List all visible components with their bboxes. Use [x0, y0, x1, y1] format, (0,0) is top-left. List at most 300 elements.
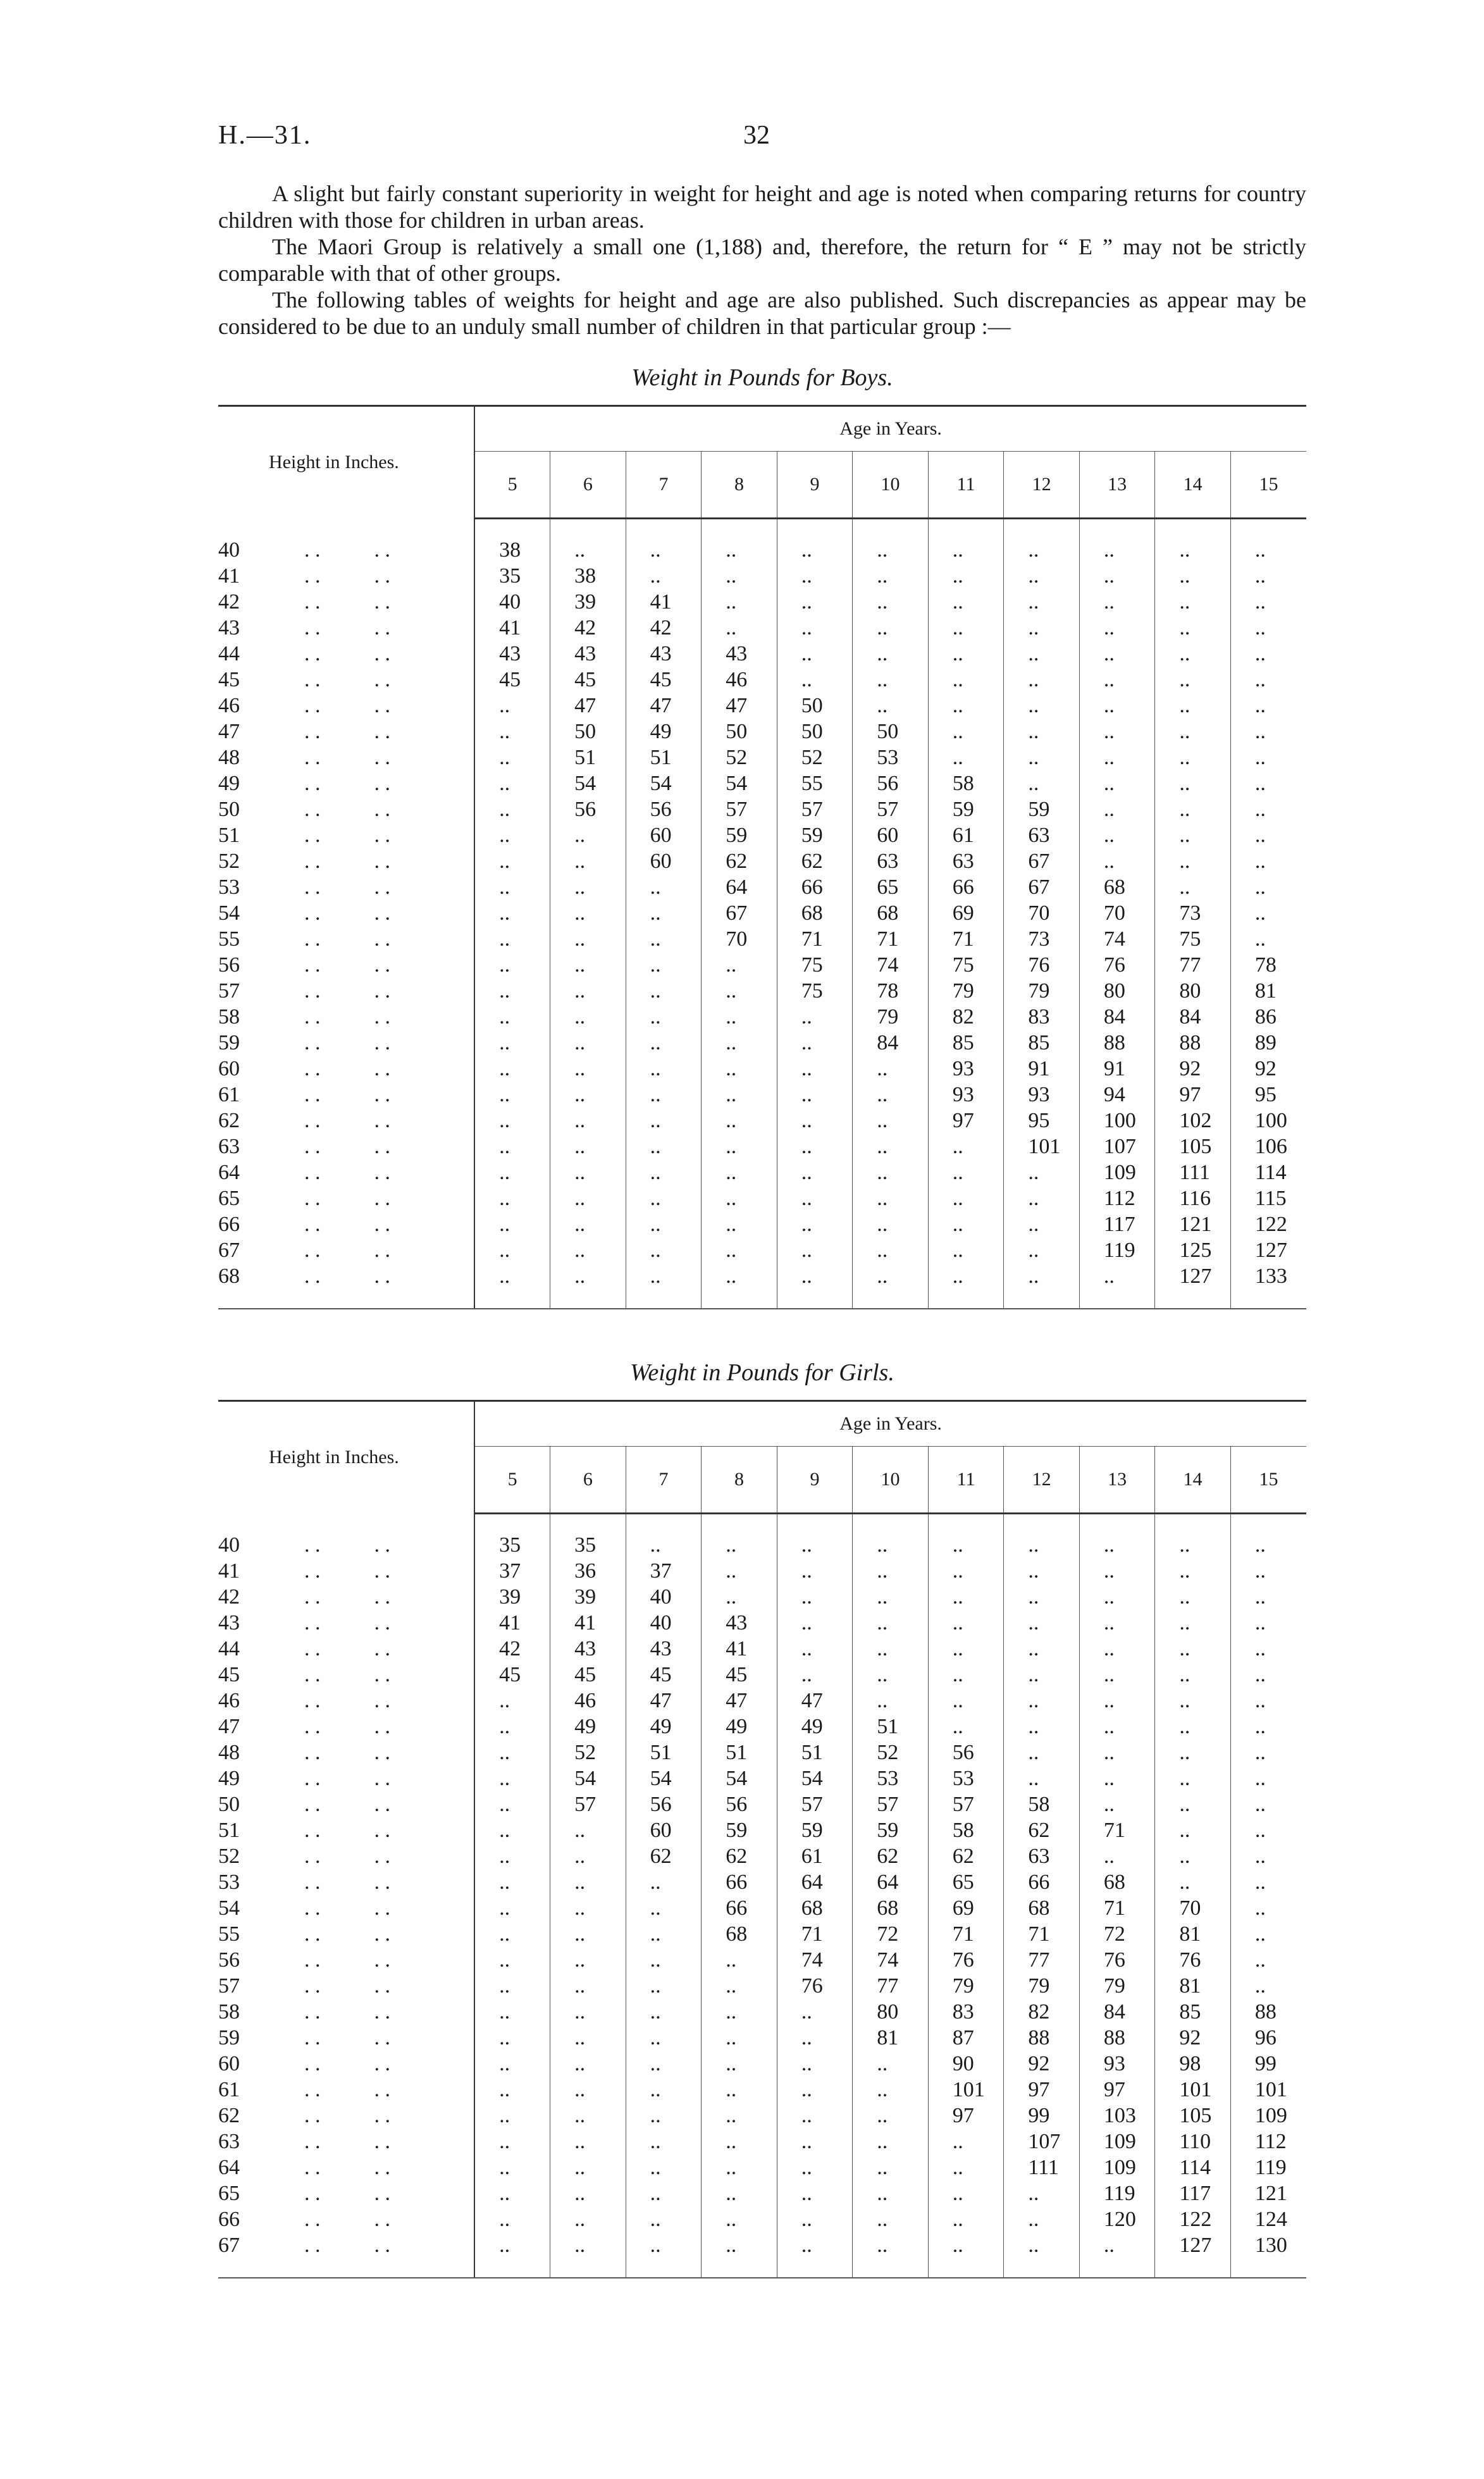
- weight-cell: 53: [853, 745, 929, 770]
- weight-cell: ..: [499, 1715, 510, 1738]
- weight-cell: 71: [853, 926, 929, 952]
- weight-cell: ..: [626, 1082, 702, 1108]
- weight-cell: ..: [777, 1610, 853, 1636]
- table-row: [218, 1584, 1306, 1610]
- weight-cell: 54: [626, 1765, 702, 1791]
- girls-weight-table: [218, 1400, 1306, 2278]
- weight-cell: ..: [777, 2180, 853, 2206]
- table-row: [218, 1869, 1306, 1895]
- weight-cell: 133: [1230, 1263, 1306, 1289]
- height-value: 42 . . . .: [218, 589, 474, 615]
- table-row: [218, 1817, 1306, 1843]
- weight-cell: 59: [928, 796, 1004, 822]
- height-value: 49 . . . .: [218, 1765, 474, 1791]
- weight-cell: ..: [1004, 745, 1080, 770]
- weight-cell: ..: [1004, 2232, 1080, 2258]
- weight-cell: 60: [853, 822, 929, 848]
- height-value: 63 . . . .: [218, 2129, 474, 2154]
- weight-cell: 50: [550, 719, 626, 745]
- weight-cell: ..: [499, 1264, 510, 1288]
- weight-cell: 63: [928, 848, 1004, 874]
- weight-cell: 110: [1155, 2129, 1231, 2154]
- weight-cell: 47: [702, 1688, 777, 1714]
- weight-cell: ..: [777, 615, 853, 641]
- weight-cell: ..: [777, 2051, 853, 2077]
- weight-cell: ..: [499, 2026, 510, 2049]
- weight-cell: 45: [626, 1662, 702, 1688]
- weight-cell: 71: [777, 1921, 853, 1947]
- weight-cell: ..: [499, 1793, 510, 1816]
- weight-cell: ..: [626, 1185, 702, 1211]
- table-row: [218, 1159, 1306, 1185]
- weight-cell: 107: [1079, 1134, 1155, 1159]
- weight-cell: ..: [702, 563, 777, 589]
- weight-cell: ..: [702, 1237, 777, 1263]
- weight-cell: ..: [702, 1973, 777, 1999]
- weight-cell: 46: [550, 1688, 626, 1714]
- height-value: 46 . . . .: [218, 1688, 474, 1714]
- table-row: [218, 1843, 1306, 1869]
- weight-cell: 56: [928, 1740, 1004, 1765]
- weight-cell: ..: [499, 1819, 510, 1842]
- weight-cell: ..: [499, 1974, 510, 1998]
- weight-cell: ..: [626, 1237, 702, 1263]
- weight-cell: ..: [928, 2180, 1004, 2206]
- weight-cell: ..: [1004, 589, 1080, 615]
- weight-cell: 122: [1155, 2206, 1231, 2232]
- weight-cell: ..: [928, 693, 1004, 719]
- weight-cell: ..: [777, 1636, 853, 1662]
- weight-cell: ..: [1230, 1636, 1306, 1662]
- weight-cell: ..: [702, 1082, 777, 1108]
- weight-cell: 99: [1004, 2103, 1080, 2129]
- weight-cell: ..: [1004, 1211, 1080, 1237]
- weight-cell: 64: [777, 1869, 853, 1895]
- weight-cell: ..: [626, 2103, 702, 2129]
- weight-cell: ..: [499, 824, 510, 847]
- weight-cell: 88: [1004, 2025, 1080, 2051]
- table-row: [218, 1662, 1306, 1688]
- weight-cell: ..: [499, 694, 510, 717]
- weight-cell: 98: [1155, 2051, 1231, 2077]
- height-value: 66 . . . .: [218, 2206, 474, 2232]
- weight-cell: ..: [702, 1108, 777, 1134]
- weight-cell: 43: [550, 641, 626, 667]
- weight-cell: 109: [1230, 2103, 1306, 2129]
- weight-cell: 97: [928, 1108, 1004, 1134]
- weight-cell: 74: [777, 1947, 853, 1973]
- weight-cell: 62: [928, 1843, 1004, 1869]
- weight-cell: ..: [1079, 1532, 1155, 1558]
- weight-cell: ..: [777, 1082, 853, 1108]
- girls-table-title: Weight in Pounds for Girls.: [630, 1359, 894, 1386]
- weight-cell: ..: [777, 2232, 853, 2258]
- weight-cell: 61: [928, 822, 1004, 848]
- weight-cell: ..: [702, 1532, 777, 1558]
- weight-cell: ..: [626, 1108, 702, 1134]
- weight-cell: ..: [1155, 1740, 1231, 1765]
- age-header: 15: [1230, 1447, 1306, 1514]
- weight-cell: ..: [1230, 770, 1306, 796]
- weight-cell: 85: [1155, 1999, 1231, 2025]
- table-row: [218, 874, 1306, 900]
- weight-cell: ..: [1230, 1765, 1306, 1791]
- weight-cell: 45: [626, 667, 702, 693]
- weight-cell: ..: [928, 641, 1004, 667]
- weight-cell: 90: [928, 2051, 1004, 2077]
- weight-cell: ..: [853, 2154, 929, 2180]
- weight-cell: ..: [1230, 1921, 1306, 1947]
- weight-cell: 50: [777, 719, 853, 745]
- table-row: [218, 1263, 1306, 1289]
- table-row: [218, 1211, 1306, 1237]
- table-row: [218, 1791, 1306, 1817]
- weight-cell: ..: [626, 900, 702, 926]
- weight-cell: ..: [1155, 1765, 1231, 1791]
- height-value: 56 . . . .: [218, 952, 474, 978]
- weight-cell: ..: [777, 1185, 853, 1211]
- weight-cell: ..: [1004, 1263, 1080, 1289]
- weight-cell: ..: [928, 2232, 1004, 2258]
- weight-cell: 75: [928, 952, 1004, 978]
- weight-cell: ..: [499, 1948, 510, 1972]
- weight-cell: ..: [702, 2180, 777, 2206]
- weight-cell: ..: [1230, 693, 1306, 719]
- height-value: 41 . . . .: [218, 563, 474, 589]
- weight-cell: ..: [1230, 1791, 1306, 1817]
- weight-cell: 57: [928, 1791, 1004, 1817]
- table-row: [218, 1532, 1306, 1558]
- weight-cell: 54: [550, 1765, 626, 1791]
- weight-cell: 82: [1004, 1999, 1080, 2025]
- weight-cell: 41: [626, 589, 702, 615]
- weight-cell: 71: [1079, 1817, 1155, 1843]
- age-header: 9: [777, 1447, 853, 1514]
- height-value: 63 . . . .: [218, 1134, 474, 1159]
- weight-cell: ..: [1155, 770, 1231, 796]
- weight-cell: ..: [499, 772, 510, 795]
- weight-cell: ..: [499, 720, 510, 743]
- weight-cell: 81: [1155, 1921, 1231, 1947]
- weight-cell: 42: [499, 1637, 521, 1660]
- weight-cell: 56: [702, 1791, 777, 1817]
- weight-cell: 67: [702, 900, 777, 926]
- weight-cell: 62: [777, 848, 853, 874]
- weight-cell: 57: [777, 1791, 853, 1817]
- height-value: 62 . . . .: [218, 2103, 474, 2129]
- weight-cell: ..: [1079, 848, 1155, 874]
- weight-cell: ..: [702, 978, 777, 1004]
- weight-cell: ..: [626, 1134, 702, 1159]
- weight-cell: 65: [853, 874, 929, 900]
- table-row: [218, 745, 1306, 770]
- age-header: 7: [626, 1447, 702, 1514]
- weight-cell: ..: [777, 2129, 853, 2154]
- weight-cell: 75: [777, 978, 853, 1004]
- weight-cell: ..: [1155, 589, 1231, 615]
- weight-cell: 88: [1079, 2025, 1155, 2051]
- table-row: [218, 952, 1306, 978]
- age-header: 8: [702, 452, 777, 519]
- weight-cell: ..: [1155, 1688, 1231, 1714]
- height-value: 62 . . . .: [218, 1108, 474, 1134]
- weight-cell: 117: [1155, 2180, 1231, 2206]
- weight-cell: ..: [550, 2103, 626, 2129]
- weight-cell: ..: [928, 589, 1004, 615]
- weight-cell: 83: [928, 1999, 1004, 2025]
- height-value: 68 . . . .: [218, 1263, 474, 1289]
- weight-cell: 79: [928, 978, 1004, 1004]
- weight-cell: ..: [853, 1108, 929, 1134]
- table-row: [218, 641, 1306, 667]
- weight-cell: ..: [702, 2129, 777, 2154]
- weight-cell: 47: [702, 693, 777, 719]
- weight-cell: 100: [1230, 1108, 1306, 1134]
- weight-cell: ..: [550, 1999, 626, 2025]
- weight-cell: 65: [928, 1869, 1004, 1895]
- height-value: 54 . . . .: [218, 900, 474, 926]
- weight-cell: ..: [550, 1004, 626, 1030]
- weight-cell: ..: [499, 2156, 510, 2179]
- weight-cell: ..: [1004, 1237, 1080, 1263]
- weight-cell: ..: [853, 1610, 929, 1636]
- weight-cell: 101: [1155, 2077, 1231, 2103]
- weight-cell: ..: [499, 1083, 510, 1106]
- weight-cell: ..: [1079, 563, 1155, 589]
- weight-cell: ..: [550, 1159, 626, 1185]
- weight-cell: ..: [1079, 822, 1155, 848]
- weight-cell: ..: [1079, 2232, 1155, 2258]
- weight-cell: 56: [626, 796, 702, 822]
- weight-cell: ..: [1079, 796, 1155, 822]
- weight-cell: ..: [499, 1741, 510, 1764]
- weight-cell: 111: [1155, 1159, 1231, 1185]
- weight-cell: ..: [777, 1134, 853, 1159]
- weight-cell: ..: [550, 952, 626, 978]
- weight-cell: 54: [626, 770, 702, 796]
- weight-cell: 80: [1079, 978, 1155, 1004]
- weight-cell: 41: [499, 1611, 521, 1635]
- weight-cell: 100: [1079, 1108, 1155, 1134]
- weight-cell: 52: [550, 1740, 626, 1765]
- weight-cell: ..: [626, 1211, 702, 1237]
- boys-table-title: Weight in Pounds for Boys.: [631, 364, 893, 391]
- weight-cell: 74: [1079, 926, 1155, 952]
- weight-cell: ..: [1155, 1791, 1231, 1817]
- weight-cell: 50: [853, 719, 929, 745]
- weight-cell: 112: [1230, 2129, 1306, 2154]
- weight-cell: 91: [1079, 1056, 1155, 1082]
- weight-cell: 62: [1004, 1817, 1080, 1843]
- weight-cell: 77: [853, 1973, 929, 1999]
- weight-cell: ..: [499, 2000, 510, 2024]
- weight-cell: ..: [1155, 822, 1231, 848]
- weight-cell: 96: [1230, 2025, 1306, 2051]
- height-value: 43 . . . .: [218, 1610, 474, 1636]
- weight-cell: 51: [550, 745, 626, 770]
- weight-cell: 76: [1155, 1947, 1231, 1973]
- table-row: [218, 1056, 1306, 1082]
- table-row: [218, 2025, 1306, 2051]
- weight-cell: 60: [626, 1817, 702, 1843]
- weight-cell: ..: [499, 2078, 510, 2101]
- weight-cell: ..: [499, 1845, 510, 1868]
- height-value: 42 . . . .: [218, 1584, 474, 1610]
- weight-cell: ..: [1230, 589, 1306, 615]
- weight-cell: ..: [853, 1082, 929, 1108]
- weight-cell: ..: [853, 1688, 929, 1714]
- weight-cell: ..: [626, 1895, 702, 1921]
- weight-cell: 47: [550, 693, 626, 719]
- age-header: 7: [626, 452, 702, 519]
- weight-cell: 41: [550, 1610, 626, 1636]
- weight-cell: 35: [499, 564, 521, 588]
- weight-cell: 95: [1230, 1082, 1306, 1108]
- weight-cell: 73: [1155, 900, 1231, 926]
- weight-cell: 76: [928, 1947, 1004, 1973]
- weight-cell: 37: [626, 1558, 702, 1584]
- weight-cell: ..: [550, 537, 626, 563]
- weight-cell: 103: [1079, 2103, 1155, 2129]
- weight-cell: ..: [928, 1636, 1004, 1662]
- weight-cell: ..: [550, 1108, 626, 1134]
- table-row: [218, 1688, 1306, 1714]
- weight-cell: ..: [1155, 1584, 1231, 1610]
- weight-cell: 117: [1079, 1211, 1155, 1237]
- weight-cell: 66: [702, 1895, 777, 1921]
- weight-cell: ..: [1079, 1740, 1155, 1765]
- weight-cell: 68: [1079, 1869, 1155, 1895]
- weight-cell: ..: [550, 2206, 626, 2232]
- table-row: [218, 1636, 1306, 1662]
- weight-cell: ..: [777, 1662, 853, 1688]
- weight-cell: 122: [1230, 1211, 1306, 1237]
- weight-cell: ..: [1004, 2206, 1080, 2232]
- weight-cell: ..: [853, 2051, 929, 2077]
- weight-cell: 76: [1004, 952, 1080, 978]
- weight-cell: ..: [499, 2182, 510, 2205]
- table-row: [218, 589, 1306, 615]
- weight-cell: ..: [550, 2232, 626, 2258]
- document-reference: H.—31.: [218, 121, 312, 150]
- weight-cell: ..: [1004, 1558, 1080, 1584]
- weight-cell: ..: [550, 2051, 626, 2077]
- weight-cell: 72: [1079, 1921, 1155, 1947]
- height-value: 61 . . . .: [218, 2077, 474, 2103]
- weight-cell: ..: [1230, 1869, 1306, 1895]
- height-value: 46 . . . .: [218, 693, 474, 719]
- weight-cell: 49: [626, 719, 702, 745]
- table-row: [218, 667, 1306, 693]
- weight-cell: ..: [550, 1185, 626, 1211]
- weight-cell: ..: [702, 2232, 777, 2258]
- age-header: 5: [474, 452, 550, 519]
- weight-cell: 77: [1155, 952, 1231, 978]
- table-row: [218, 1765, 1306, 1791]
- weight-cell: ..: [853, 589, 929, 615]
- intro-text: [218, 180, 1306, 340]
- weight-cell: 68: [702, 1921, 777, 1947]
- weight-cell: 119: [1079, 2180, 1155, 2206]
- weight-cell: ..: [777, 537, 853, 563]
- weight-cell: ..: [1004, 693, 1080, 719]
- weight-cell: 52: [702, 745, 777, 770]
- height-value: 65 . . . .: [218, 1185, 474, 1211]
- weight-cell: ..: [853, 2180, 929, 2206]
- weight-cell: 60: [626, 848, 702, 874]
- weight-cell: ..: [1004, 2180, 1080, 2206]
- weight-cell: ..: [1230, 1688, 1306, 1714]
- weight-cell: 54: [702, 1765, 777, 1791]
- weight-cell: ..: [777, 1056, 853, 1082]
- weight-cell: 95: [1004, 1108, 1080, 1134]
- weight-cell: ..: [626, 1947, 702, 1973]
- weight-cell: ..: [853, 1134, 929, 1159]
- weight-cell: 43: [499, 642, 521, 665]
- weight-cell: ..: [1004, 1584, 1080, 1610]
- table-row: [218, 1082, 1306, 1108]
- height-value: 55 . . . .: [218, 1921, 474, 1947]
- weight-cell: 47: [626, 693, 702, 719]
- intro-paragraph: The following tables of weights for height and age are also published. Such discrepancies as appear may be considered to be due to an unduly small number of children in that particular group :—: [218, 287, 1306, 339]
- weight-cell: ..: [928, 1532, 1004, 1558]
- table-row: [218, 926, 1306, 952]
- weight-cell: 74: [853, 1947, 929, 1973]
- weight-cell: 58: [1004, 1791, 1080, 1817]
- weight-cell: ..: [626, 1004, 702, 1030]
- weight-cell: 60: [626, 822, 702, 848]
- weight-cell: 59: [702, 1817, 777, 1843]
- weight-cell: ..: [1004, 563, 1080, 589]
- weight-cell: ..: [499, 1057, 510, 1080]
- weight-cell: ..: [1155, 745, 1231, 770]
- weight-cell: ..: [853, 1532, 929, 1558]
- weight-cell: ..: [777, 1584, 853, 1610]
- height-value: 48 . . . .: [218, 745, 474, 770]
- weight-cell: ..: [1230, 822, 1306, 848]
- weight-cell: ..: [1230, 537, 1306, 563]
- age-column-group-header: Age in Years.: [474, 406, 1306, 452]
- weight-cell: ..: [626, 926, 702, 952]
- height-value: 55 . . . .: [218, 926, 474, 952]
- weight-cell: 109: [1079, 2129, 1155, 2154]
- weight-cell: ..: [1079, 1714, 1155, 1740]
- weight-cell: 53: [853, 1765, 929, 1791]
- weight-cell: 79: [928, 1973, 1004, 1999]
- table-row: [218, 1947, 1306, 1973]
- weight-cell: 97: [1155, 1082, 1231, 1108]
- weight-cell: ..: [499, 1239, 510, 1262]
- weight-cell: ..: [626, 952, 702, 978]
- weight-cell: ..: [777, 1237, 853, 1263]
- weight-cell: ..: [1079, 745, 1155, 770]
- weight-cell: 35: [550, 1532, 626, 1558]
- weight-cell: ..: [550, 1030, 626, 1056]
- weight-cell: 116: [1155, 1185, 1231, 1211]
- weight-cell: 63: [1004, 1843, 1080, 1869]
- weight-cell: 70: [1155, 1895, 1231, 1921]
- weight-cell: 70: [1079, 900, 1155, 926]
- weight-cell: ..: [1004, 1688, 1080, 1714]
- weight-cell: ..: [928, 745, 1004, 770]
- weight-cell: ..: [550, 1947, 626, 1973]
- weight-cell: ..: [777, 667, 853, 693]
- weight-cell: ..: [928, 1662, 1004, 1688]
- weight-cell: ..: [499, 2052, 510, 2075]
- weight-cell: ..: [1004, 770, 1080, 796]
- weight-cell: ..: [777, 641, 853, 667]
- weight-cell: 88: [1230, 1999, 1306, 2025]
